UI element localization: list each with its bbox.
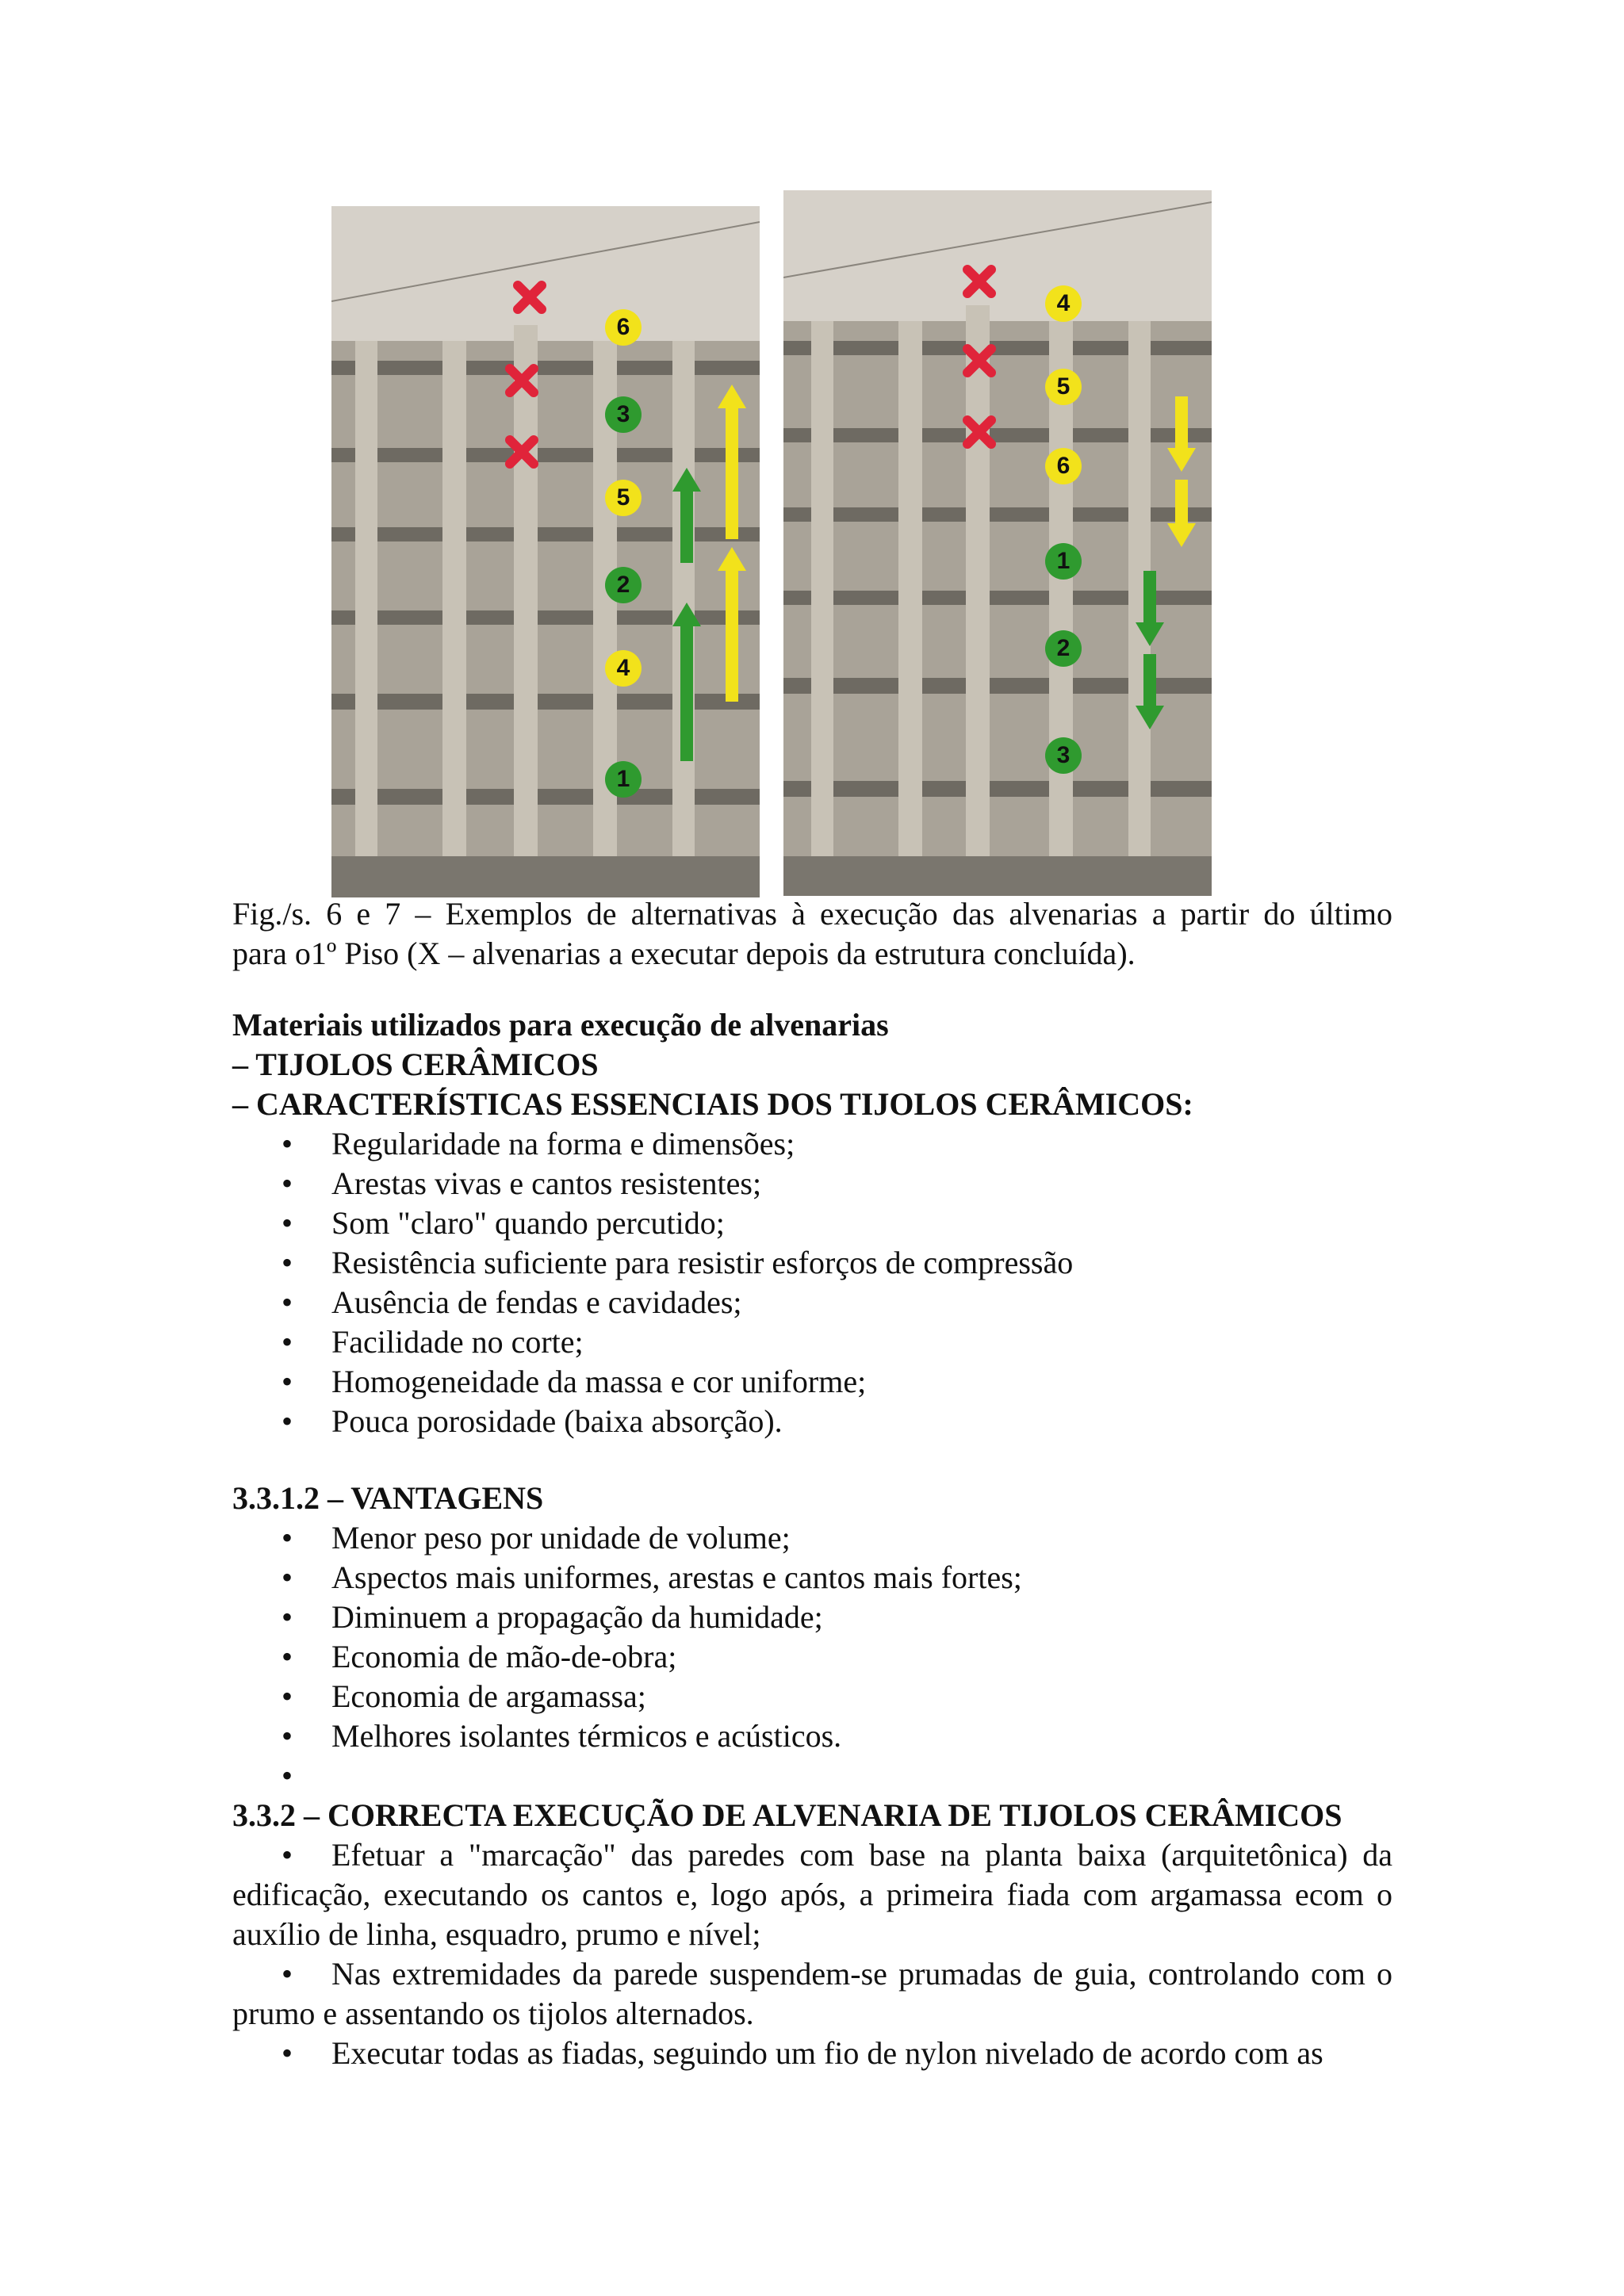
list-item: • Melhores isolantes térmicos e acústicos. <box>232 1716 1392 1756</box>
section-subtitle: – TIJOLOS CERÂMICOS <box>232 1047 599 1082</box>
execution-section <box>232 1796 1392 2073</box>
section-title: Materiais utilizados para execução de alvenarias <box>232 1007 889 1043</box>
cross-marks <box>510 285 542 464</box>
paragraph: • Executar todas as fiadas, seguindo um fio de nylon nivelado de acordo com as <box>282 2035 1323 2071</box>
materials-section <box>232 1005 1392 1441</box>
paragraph: • Nas extremidades da parede suspendem-se prumadas de guia, controlando com o prumo e assentando os tijolos alternados. <box>232 1956 1392 2031</box>
list-item: • Menor peso por unidade de volume; <box>232 1518 1392 1558</box>
photo-left-building <box>331 206 760 897</box>
section-subtitle: – CARACTERÍSTICAS ESSENCIAIS DOS TIJOLOS CERÂMICOS: <box>232 1086 1193 1122</box>
list-item: • Som "claro" quando percutido; <box>232 1203 1392 1243</box>
marker-circle: 4 <box>605 650 642 687</box>
marker-circle: 2 <box>1045 630 1082 667</box>
list-item: • Economia de argamassa; <box>232 1677 1392 1716</box>
marker-circle: 5 <box>605 480 642 516</box>
figure-construction-photos <box>331 190 1235 896</box>
list-item: • Aspectos mais uniformes, arestas e cantos mais fortes; <box>232 1558 1392 1598</box>
marker-circle: 2 <box>605 567 642 603</box>
caption-line-1: Fig./s. 6 e 7 – Exemplos de alternativas à execução das alvenarias a partir do último <box>232 896 1392 932</box>
list-item: • Diminuem a propagação da humidade; <box>232 1598 1392 1637</box>
figure-caption <box>232 894 1392 974</box>
paragraph: • Efetuar a "marcação" das paredes com base na planta baixa (arquitetônica) da edificação, executando os cantos e, logo após, a primeira fiada com argamassa ecom o auxílio de linha, esquadro, prumo e nível; <box>232 1837 1392 1952</box>
cross-marks <box>967 270 991 444</box>
marker-circle: 1 <box>605 761 642 798</box>
marker-circle: 6 <box>1045 448 1082 484</box>
marker-circle: 4 <box>1045 285 1082 322</box>
empty-list-item: • <box>282 1758 293 1793</box>
list-item: • Regularidade na forma e dimensões; <box>232 1124 1392 1164</box>
marker-circle: 3 <box>1045 737 1082 774</box>
section-title: 3.3.1.2 – VANTAGENS <box>232 1480 544 1516</box>
characteristics-list <box>232 1124 1392 1441</box>
list-item: • Homogeneidade da massa e cor uniforme; <box>232 1362 1392 1402</box>
marker-circle: 3 <box>605 396 642 433</box>
marker-circle: 1 <box>1045 543 1082 580</box>
marker-circle: 6 <box>605 309 642 346</box>
list-item: • Pouca porosidade (baixa absorção). <box>232 1402 1392 1441</box>
caption-line-2: para o1º Piso (X – alvenarias a executar depois da estrutura concluída). <box>232 936 1136 971</box>
section-title: 3.3.2 – CORRECTA EXECUÇÃO DE ALVENARIA DE TIJOLOS CERÂMICOS <box>232 1797 1342 1833</box>
advantages-list <box>232 1518 1392 1756</box>
photo-right-building <box>783 190 1212 896</box>
list-item: • Facilidade no corte; <box>232 1322 1392 1362</box>
vantagens-section <box>232 1479 1392 1796</box>
list-item: • Ausência de fendas e cavidades; <box>232 1283 1392 1322</box>
marker-circle: 5 <box>1045 369 1082 405</box>
list-item: • Arestas vivas e cantos resistentes; <box>232 1164 1392 1203</box>
list-item: • Economia de mão-de-obra; <box>232 1637 1392 1677</box>
list-item: • Resistência suficiente para resistir esforços de compressão <box>232 1243 1392 1283</box>
